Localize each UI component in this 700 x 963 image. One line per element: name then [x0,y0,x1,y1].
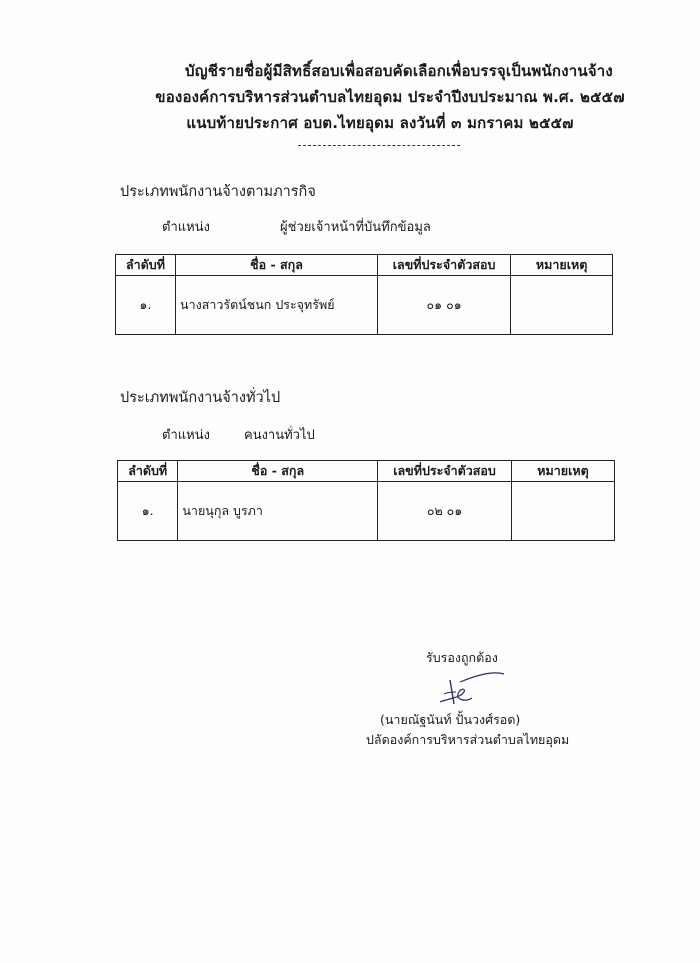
certify-text: รับรองถูกต้อง [426,650,498,665]
position-row-general [162,424,315,445]
position-value: คนงานทั่วไป [244,428,315,443]
cell-exam-id: ๐๑ ๐๑ [377,276,510,335]
cell-order: ๑. [116,276,176,335]
header-line-2: ขององค์การบริหารส่วนตำบลไทยอุดม ประจำปีงบประมาณ พ.ศ. ๒๕๕๗ [155,88,625,106]
position-label: ตำแหน่ง [162,220,210,235]
cell-order: ๑. [118,482,178,541]
column-header-name: ชื่อ - สกุล [178,461,378,482]
table-header-row [116,255,613,276]
column-header-exam-id: เลขที่ประจำตัวสอบ [377,255,510,276]
column-header-note: หมายเหตุ [511,255,613,276]
position-row-mission [162,216,431,237]
cell-name: นางสาวรัตน์ชนก ประจุทรัพย์ [176,276,378,335]
signatory-title: ปลัดองค์การบริหารส่วนตำบลไทยอุดม [366,732,570,747]
document-header [0,58,700,136]
position-label: ตำแหน่ง [162,428,210,443]
table-header-row [118,461,615,482]
handwritten-signature [430,668,520,708]
header-line-3: แนบท้ายประกาศ อบต.ไทยอุดม ลงวันที่ ๓ มกราคม ๒๕๕๗ [186,114,574,132]
candidate-table-general [117,460,615,541]
candidate-table-mission [115,254,613,335]
section-title-mission: ประเภทพนักงานจ้างตามภารกิจ [120,184,316,200]
cell-note [512,482,615,541]
cell-note [511,276,613,335]
column-header-note: หมายเหตุ [512,461,615,482]
column-header-order: ลำดับที่ [118,461,178,482]
cell-name: นายนุกุล บูรภา [178,482,378,541]
table-row [116,276,613,335]
position-value: ผู้ช่วยเจ้าหน้าที่บันทึกข้อมูล [280,220,431,235]
column-header-exam-id: เลขที่ประจำตัวสอบ [378,461,512,482]
header-divider [298,145,460,146]
signatory-name: (นายณัฐนันท์ ปั้นวงศ์รอด) [380,712,521,727]
column-header-name: ชื่อ - สกุล [176,255,378,276]
header-line-1: บัญชีรายชื่อผู้มีสิทธิ์สอบเพื่อสอบคัดเลือกเพื่อบรรจุเป็นพนักงานจ้าง [185,62,613,80]
section-title-general: ประเภทพนักงานจ้างทั่วไป [120,390,281,406]
table-row [118,482,615,541]
cell-exam-id: ๐๒ ๐๑ [378,482,512,541]
column-header-order: ลำดับที่ [116,255,176,276]
